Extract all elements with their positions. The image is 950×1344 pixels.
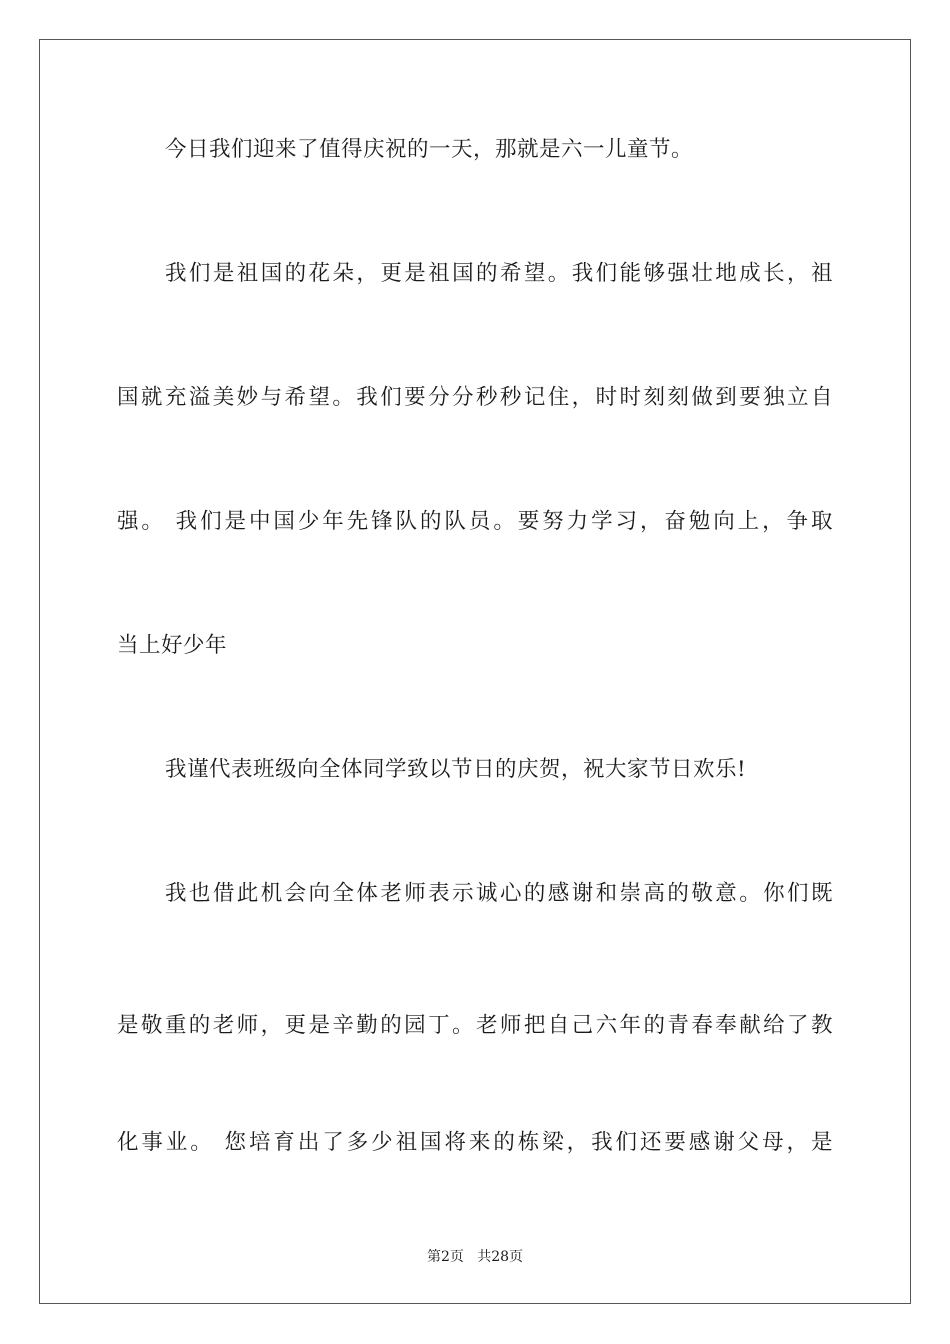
paragraph-line-5: 当上好少年	[117, 633, 228, 658]
page-number-footer: 第2页 共28页	[426, 1249, 524, 1265]
paragraph-line-2: 我们是祖国的花朵，更是祖国的希望。我们能够强壮地成长，祖	[165, 261, 833, 286]
page-border	[39, 39, 911, 1304]
paragraph-line-3: 国就充溢美妙与希望。我们要分分秒秒记住，时时刻刻做到要独立自	[117, 385, 833, 410]
paragraph-line-7: 我也借此机会向全体老师表示诚心的感谢和崇高的敬意。你们既	[165, 881, 833, 906]
paragraph-line-4: 强。 我们是中国少年先锋队的队员。要努力学习，奋勉向上，争取	[117, 509, 833, 534]
paragraph-line-9: 化事业。 您培育出了多少祖国将来的栋梁，我们还要感谢父母，是	[117, 1130, 833, 1155]
paragraph-line-6: 我谨代表班级向全体同学致以节日的庆贺，祝大家节日欢乐!	[165, 757, 747, 782]
paragraph-line-8: 是敬重的老师，更是辛勤的园丁。老师把自己六年的青春奉献给了教	[117, 1013, 833, 1038]
paragraph-line-1: 今日我们迎来了值得庆祝的一天，那就是六一儿童节。	[165, 137, 694, 162]
